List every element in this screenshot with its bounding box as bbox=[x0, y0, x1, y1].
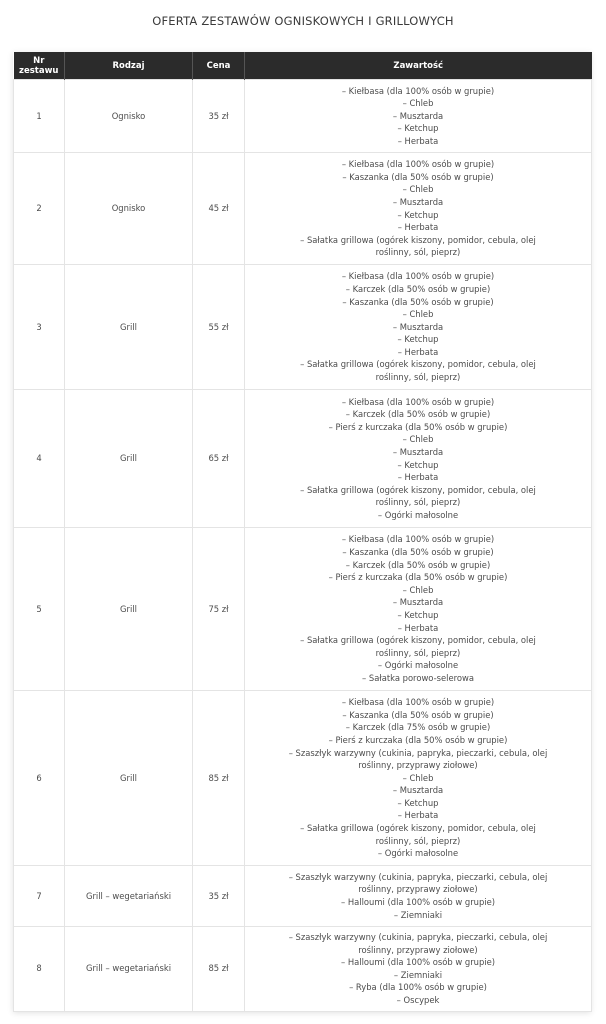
content-item: roślinny, sól, pieprz) bbox=[375, 372, 461, 383]
set-price-cell: 45 zł bbox=[193, 153, 245, 265]
set-price-cell: 75 zł bbox=[193, 528, 245, 691]
set-number-cell: 7 bbox=[14, 866, 65, 927]
set-contents-cell bbox=[245, 390, 592, 528]
content-item: – Ogórki małosolne bbox=[377, 660, 459, 671]
header-nr-line2: zestawu bbox=[19, 65, 59, 76]
content-item: – Herbata bbox=[397, 346, 439, 357]
content-item: – Chleb bbox=[402, 772, 434, 783]
content-item: – Kiełbasa (dla 100% osób w grupie) bbox=[341, 85, 495, 96]
table-row bbox=[14, 265, 592, 390]
content-item: – Ogórki małosolne bbox=[377, 509, 459, 520]
content-item: – Kiełbasa (dla 100% osób w grupie) bbox=[341, 697, 495, 708]
content-item: – Musztarda bbox=[392, 321, 444, 332]
set-number-cell: 2 bbox=[14, 153, 65, 265]
content-item: – Ketchup bbox=[397, 123, 439, 134]
content-item: – Herbata bbox=[397, 472, 439, 483]
content-item: roślinny, przyprawy ziołowe) bbox=[358, 884, 478, 895]
content-item: – Chleb bbox=[402, 98, 434, 109]
header-nr-line1: Nr bbox=[33, 55, 45, 66]
content-item: – Halloumi (dla 100% osób w grupie) bbox=[340, 897, 496, 907]
set-contents-cell bbox=[245, 927, 592, 1012]
content-item: – Chleb bbox=[402, 309, 434, 320]
set-number-cell: 8 bbox=[14, 927, 65, 1012]
set-contents-cell bbox=[245, 866, 592, 927]
content-item: – Kaszanka (dla 50% osób w grupie) bbox=[342, 709, 494, 720]
table-row bbox=[14, 390, 592, 528]
offer-table bbox=[13, 52, 592, 1012]
set-type-cell: Grill – wegetariański bbox=[65, 866, 193, 927]
content-item: – Halloumi (dla 100% osób w grupie) bbox=[340, 957, 496, 968]
table-body bbox=[14, 80, 592, 1012]
set-contents-cell bbox=[245, 691, 592, 866]
set-contents-cell bbox=[245, 80, 592, 153]
set-type-cell: Ognisko bbox=[65, 153, 193, 265]
set-price-cell: 85 zł bbox=[193, 691, 245, 866]
content-item: – Ketchup bbox=[397, 459, 439, 470]
set-contents-cell bbox=[245, 153, 592, 265]
content-item: – Ketchup bbox=[397, 334, 439, 345]
set-type-cell: Grill bbox=[65, 528, 193, 691]
content-item: – Karczek (dla 50% osób w grupie) bbox=[345, 283, 491, 294]
set-number-cell: 4 bbox=[14, 390, 65, 528]
column-header-nr bbox=[14, 52, 65, 80]
content-item: – Kiełbasa (dla 100% osób w grupie) bbox=[341, 396, 495, 407]
content-item: – Sałatka grillowa (ogórek kiszony, pomidor, cebula, olej bbox=[300, 234, 536, 245]
set-contents-cell bbox=[245, 265, 592, 390]
content-item: – Chleb bbox=[402, 184, 434, 195]
set-number-cell: 6 bbox=[14, 691, 65, 866]
content-item: – Musztarda bbox=[392, 110, 444, 121]
table-row bbox=[14, 528, 592, 691]
content-item: – Musztarda bbox=[392, 196, 444, 207]
set-type-cell: Ognisko bbox=[65, 80, 193, 153]
content-item: – Musztarda bbox=[392, 597, 444, 608]
content-item: – Kaszanka (dla 50% osób w grupie) bbox=[342, 547, 494, 558]
content-item: – Ziemniaki bbox=[393, 969, 443, 980]
table-row bbox=[14, 691, 592, 866]
set-price-cell: 65 zł bbox=[193, 390, 245, 528]
content-item: – Ogórki małosolne bbox=[377, 848, 459, 859]
content-item: roślinny, sól, pieprz) bbox=[375, 647, 461, 658]
content-item: – Herbata bbox=[397, 222, 439, 233]
content-item: – Sałatka porowo-selerowa bbox=[362, 672, 474, 683]
set-number-cell: 5 bbox=[14, 528, 65, 691]
content-item: – Herbata bbox=[397, 622, 439, 633]
content-item: – Szaszłyk warzywny (cukinia, papryka, pieczarki, cebula, olej bbox=[288, 747, 548, 758]
content-item: roślinny, przyprawy ziołowe) bbox=[358, 760, 478, 771]
content-item: – Ketchup bbox=[397, 209, 439, 220]
content-item: – Karczek (dla 75% osób w grupie) bbox=[345, 722, 491, 733]
table-row bbox=[14, 927, 592, 1012]
content-item: – Pierś z kurczaka (dla 50% osób w grupie) bbox=[328, 572, 508, 583]
content-item: – Kiełbasa (dla 100% osób w grupie) bbox=[341, 534, 495, 545]
content-item: – Sałatka grillowa (ogórek kiszony, pomidor, cebula, olej bbox=[300, 823, 536, 834]
set-type-cell: Grill bbox=[65, 390, 193, 528]
content-item: roślinny, sól, pieprz) bbox=[375, 247, 461, 258]
content-item: – Szaszłyk warzywny (cukinia, papryka, pieczarki, cebula, olej bbox=[288, 932, 548, 942]
content-item: – Chleb bbox=[402, 584, 434, 595]
column-header-zawartosc: Zawartość bbox=[245, 52, 592, 80]
set-type-cell: Grill – wegetariański bbox=[65, 927, 193, 1012]
content-item: – Karczek (dla 50% osób w grupie) bbox=[345, 559, 491, 570]
table-row bbox=[14, 866, 592, 927]
content-item: roślinny, przyprawy ziołowe) bbox=[358, 944, 478, 955]
set-price-cell: 55 zł bbox=[193, 265, 245, 390]
content-item: – Ryba (dla 100% osób w grupie) bbox=[349, 982, 487, 993]
content-item: – Musztarda bbox=[392, 446, 444, 457]
content-item: roślinny, sól, pieprz) bbox=[375, 835, 461, 846]
content-item: – Pierś z kurczaka (dla 50% osób w grupie) bbox=[328, 734, 508, 745]
content-item: – Sałatka grillowa (ogórek kiszony, pomidor, cebula, olej bbox=[300, 635, 536, 646]
set-price-cell: 35 zł bbox=[193, 866, 245, 927]
column-header-cena: Cena bbox=[193, 52, 245, 80]
content-item: – Herbata bbox=[397, 135, 439, 146]
set-number-cell: 3 bbox=[14, 265, 65, 390]
table-header-row bbox=[14, 52, 592, 80]
offer-table-container bbox=[13, 52, 591, 1012]
content-item: – Sałatka grillowa (ogórek kiszony, pomidor, cebula, olej bbox=[300, 359, 536, 370]
content-item: – Ziemniaki bbox=[393, 909, 443, 920]
content-item: – Kaszanka (dla 50% osób w grupie) bbox=[342, 171, 494, 182]
set-number-cell: 1 bbox=[14, 80, 65, 153]
content-item: roślinny, sól, pieprz) bbox=[375, 497, 461, 508]
content-item: – Szaszłyk warzywny (cukinia, papryka, pieczarki, cebula, olej bbox=[288, 871, 548, 882]
content-item: – Oscypek bbox=[396, 994, 440, 1005]
set-type-cell: Grill bbox=[65, 691, 193, 866]
content-item: – Kaszanka (dla 50% osób w grupie) bbox=[342, 296, 494, 307]
set-price-cell: 85 zł bbox=[193, 927, 245, 1012]
content-item: – Musztarda bbox=[392, 785, 444, 796]
set-contents-cell bbox=[245, 528, 592, 691]
content-item: – Ketchup bbox=[397, 610, 439, 620]
content-item: – Chleb bbox=[402, 434, 434, 445]
content-item: – Kiełbasa (dla 100% osób w grupie) bbox=[341, 159, 495, 170]
table-row bbox=[14, 80, 592, 153]
content-item: – Karczek (dla 50% osób w grupie) bbox=[345, 409, 491, 420]
table-row bbox=[14, 153, 592, 265]
content-item: – Ketchup bbox=[397, 797, 439, 808]
content-item: – Sałatka grillowa (ogórek kiszony, pomidor, cebula, olej bbox=[300, 484, 536, 495]
set-type-cell: Grill bbox=[65, 265, 193, 390]
content-item: – Kiełbasa (dla 100% osób w grupie) bbox=[341, 271, 495, 282]
content-item: – Herbata bbox=[397, 810, 439, 821]
column-header-rodzaj: Rodzaj bbox=[65, 52, 193, 80]
set-price-cell: 35 zł bbox=[193, 80, 245, 153]
page-title: OFERTA ZESTAWÓW OGNISKOWYCH I GRILLOWYCH bbox=[152, 14, 454, 28]
content-item: – Pierś z kurczaka (dla 50% osób w grupie) bbox=[328, 421, 508, 432]
